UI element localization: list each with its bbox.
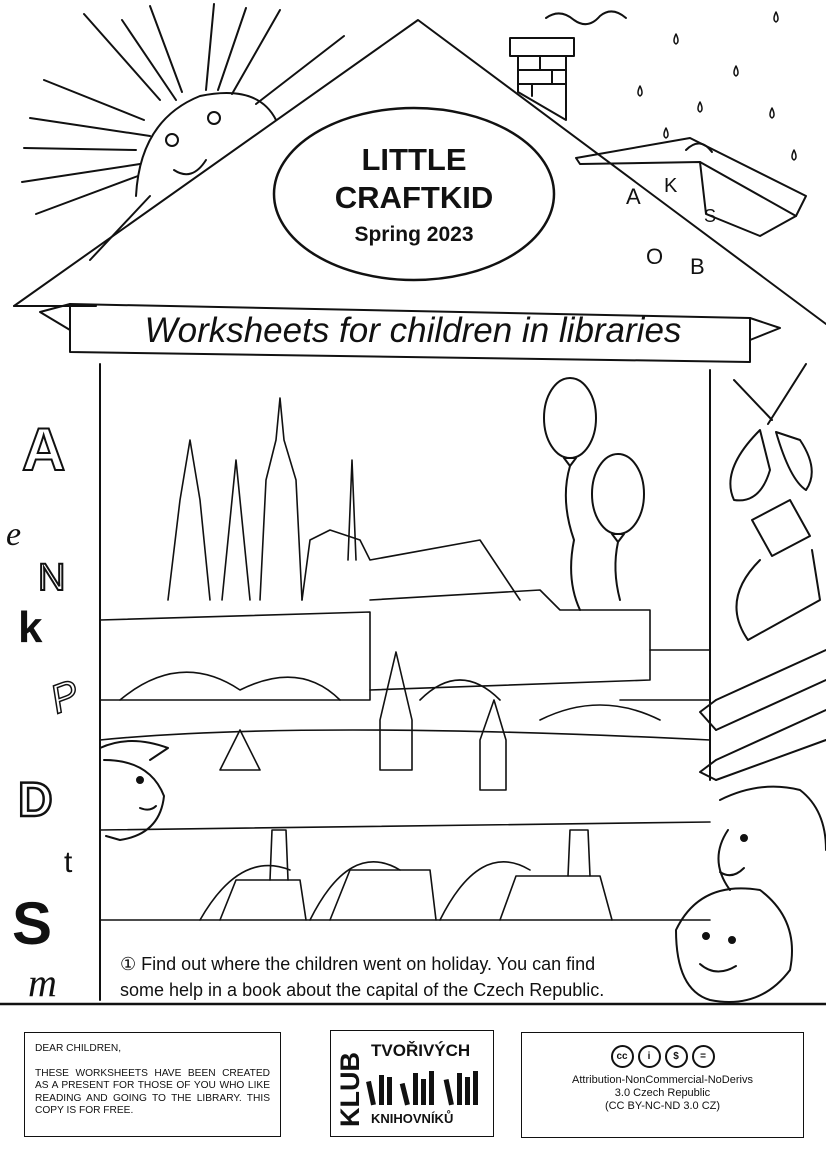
by-icon: i <box>638 1045 661 1068</box>
decor-letter: S <box>12 890 53 957</box>
decor-letter: B <box>690 254 705 279</box>
license-line-3: (CC BY-NC-ND 3.0 CZ) <box>604 1100 721 1112</box>
balloons-drawing <box>544 378 644 610</box>
cc-icon: cc <box>611 1045 634 1068</box>
klub-vertical-word <box>335 1041 365 1129</box>
picture-frame <box>100 364 710 1000</box>
rain-drops <box>638 12 796 160</box>
decor-letter: S <box>704 206 717 226</box>
bridge-drawing <box>100 822 710 920</box>
decor-letter: k <box>18 603 43 652</box>
chimney-drawing <box>510 11 626 120</box>
decor-letters <box>6 175 716 1005</box>
decor-letter: O <box>646 244 664 269</box>
book-drawing <box>576 138 806 236</box>
nc-icon: $ <box>665 1045 688 1068</box>
nd-icon: = <box>692 1045 715 1068</box>
decor-letter: K <box>664 175 678 197</box>
scissors-drawing <box>730 364 811 500</box>
klub-logo <box>330 1030 494 1137</box>
banner-subtitle: Worksheets for children in libraries <box>144 311 682 350</box>
logo-line-1: TVOŘIVÝCH <box>371 1041 471 1060</box>
decor-letter: e <box>6 516 22 553</box>
svg-text:KLUB: KLUB <box>335 1052 365 1127</box>
decor-letter: N <box>38 557 66 599</box>
title-line-1: LITTLE <box>361 142 467 177</box>
license-icons <box>522 1045 803 1068</box>
task-instruction <box>120 951 640 1003</box>
cover-title <box>274 108 554 280</box>
title-line-2: CRAFTKID <box>334 180 494 215</box>
decor-letter: m <box>28 960 57 1005</box>
decor-letter: t <box>64 846 73 879</box>
notice-box <box>24 1032 281 1137</box>
glue-tube-drawing <box>736 500 820 640</box>
license-box <box>521 1032 804 1138</box>
girls-drawing <box>676 787 826 1002</box>
boy-drawing <box>100 741 168 840</box>
decor-letter: P <box>44 671 85 723</box>
decor-letter: A <box>22 416 66 483</box>
task-text: Find out where the children went on holiday. You can find some help in a book about the capital of the Czech Republic. <box>120 954 605 1000</box>
license-line-2: 3.0 Czech Republic <box>614 1087 711 1099</box>
season-label: Spring 2023 <box>354 223 474 246</box>
pencils-drawing <box>700 650 826 780</box>
decor-letter: A <box>626 184 641 209</box>
logo-line-2: KNIHOVNÍKŮ <box>371 1111 454 1126</box>
notice-body: THESE WORKSHEETS HAVE BEEN CREATED AS A PRESENT FOR THOSE OF YOU WHO LIKE READING AND GOING TO THE LIBRARY. THIS COPY IS FOR FREE. <box>35 1067 270 1116</box>
decor-letter: D <box>18 774 53 827</box>
notice-greeting: DEAR CHILDREN, <box>35 1043 122 1054</box>
task-number-marker: ① <box>120 954 137 974</box>
book-spines-icon <box>371 1067 487 1105</box>
license-line-1: Attribution-NonCommercial-NoDerivs <box>572 1074 753 1086</box>
